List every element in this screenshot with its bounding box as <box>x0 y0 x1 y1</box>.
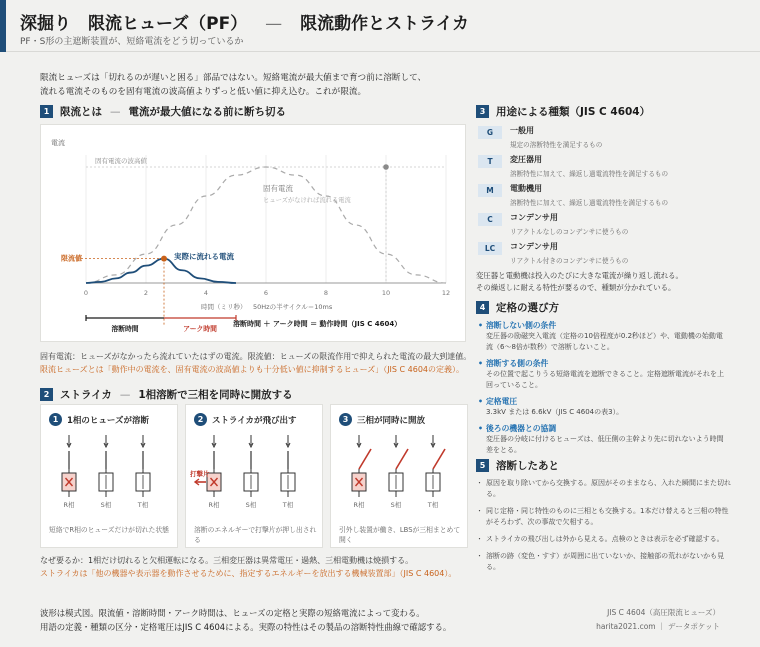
page-subtitle: PF・S形の主遮断装置が、短絡電流をどう切っているか <box>20 37 244 47</box>
type-name: 一般用 <box>510 126 534 135</box>
rule-heading <box>478 358 728 369</box>
phase-label: T相 <box>427 501 439 509</box>
notes1-line-2: 限流ヒューズとは「動作中の電流を、固有電流の波高値よりも十分低い値に抑制するヒューズ」（JIS C 4604の定義）。 <box>40 365 465 374</box>
phase-diagram <box>186 431 324 525</box>
section-4-number: 4 <box>476 301 489 314</box>
type-description: リアクトルなしのコンデンサに使うもの <box>510 228 629 236</box>
series-actual-current <box>86 259 236 283</box>
type-description: リアクトル付きのコンデンサに使うもの <box>510 257 629 265</box>
rule-heading <box>478 320 728 331</box>
type-badge: G <box>478 126 502 139</box>
x-tick-label: 6 <box>263 289 269 297</box>
bullet-dot-icon: • <box>478 424 483 433</box>
panel-title: ストライカが飛び出す <box>212 416 297 426</box>
section-3-heading <box>476 104 650 119</box>
phase-label: R相 <box>208 501 220 509</box>
after-item: ・ ストライカの飛び出しは外から見える。点検のときは表示を必ず確認する。 <box>478 534 732 545</box>
fuse-type-row <box>476 124 726 153</box>
section-5-heading <box>476 458 559 473</box>
phase-label: R相 <box>353 501 365 509</box>
rating-rule <box>478 396 728 418</box>
section-3-title: 用途による種類（JIS C 4604） <box>496 106 651 118</box>
type-badge: LC <box>478 242 502 255</box>
rule-description: その位置で起こりうる短絡電流を遮断できること。定格遮断電流がそれを上回っていること。 <box>486 370 724 389</box>
section-1-title: 限流とは <box>60 106 102 118</box>
intro-line-2: 流れる電流そのものを固有電流の波高値よりずっと低い値に抑え込む。これが限流。 <box>40 87 367 97</box>
rule-heading-text: 溶断する側の条件 <box>485 359 549 368</box>
melt-time-label: 溶断時間 <box>111 325 139 333</box>
panel-title: 1相のヒューズが溶断 <box>67 416 149 426</box>
phase-label: S相 <box>245 501 257 509</box>
notes1-line-1: 固有電流：ヒューズがなかったら流れていたはずの電流。限流値：ヒューズの限流作用で抑えられた電流の最大到達値。 <box>40 352 472 361</box>
phase-label: T相 <box>282 501 294 509</box>
series-note-prospective: ヒューズがなければ流れる電流 <box>263 197 351 204</box>
panel-title: 三相が同時に開放 <box>357 416 426 426</box>
notes2-line-1: なぜ要るか：1相だけ切れると欠相運転になる。三相変圧器は異常電圧・過熱、三相電動機は焼損する。 <box>40 556 414 565</box>
header-accent-bar <box>0 0 6 52</box>
section-3-number: 3 <box>476 105 489 118</box>
rule-description: 変圧器の励磁突入電流（定格の10倍程度が0.2秒ほど）や、電動機の始動電流（6〜8倍が数秒）で溶断しないこと。 <box>486 332 723 351</box>
after-item: ・ 溶断の跡（変色・すす）が周囲に出ていないか、接触部の荒れがないかも見る。 <box>478 551 732 573</box>
phase-label: R相 <box>63 501 75 509</box>
section-5-title: 溶断したあと <box>496 460 559 472</box>
limit-label: 限流値 <box>61 254 82 263</box>
striker-panel-1 <box>40 404 178 548</box>
after-blow-list <box>478 478 732 579</box>
credit-site: harita2021.com ｜ データポケット <box>596 622 720 631</box>
type-badge: T <box>478 155 502 168</box>
type-name: コンデンサ用 <box>510 213 558 222</box>
title-sub: 限流動作とストライカ <box>300 14 470 34</box>
phase-label: T相 <box>137 501 149 509</box>
phase-diagram <box>331 431 469 525</box>
x-axis-note: 50Hzの半サイクル＝10ms <box>253 303 333 311</box>
series-label-prospective: 固有電流 <box>263 184 293 193</box>
section-4-heading <box>476 300 559 315</box>
operating-time-label: 溶断時間 ＋ アーク時間 ＝ 動作時間（JIS C 4604） <box>233 320 402 328</box>
rating-rule <box>478 423 728 456</box>
section-5-number: 5 <box>476 459 489 472</box>
bullet-dot-icon: • <box>478 397 483 406</box>
panel-step-number: 3 <box>339 413 352 426</box>
section-2-title2: 1相溶断で三相を同時に開放する <box>138 389 293 401</box>
types-note <box>476 270 683 294</box>
section-1-title2: 電流が最大値になる前に断ち切る <box>128 106 286 118</box>
type-description: 溶断特性に加えて、繰返し過電流特性を満足するもの <box>510 170 669 178</box>
section-2-title: ストライカ <box>60 389 112 401</box>
striker-panel-2 <box>185 404 323 548</box>
panel-description: 溶断のエネルギーで打撃片が押し出される <box>194 526 317 544</box>
page-header <box>0 0 760 52</box>
bullet-dot-icon: • <box>478 321 483 330</box>
switch-blade-open <box>396 449 408 469</box>
panel-step-number: 2 <box>194 413 207 426</box>
type-name: 電動機用 <box>510 184 542 193</box>
panel-description: 短絡でR相のヒューズだけが切れた状態 <box>49 526 169 534</box>
current-limiting-chart <box>40 124 466 342</box>
fuse-type-row <box>476 240 726 269</box>
panel-step-number: 1 <box>49 413 62 426</box>
types-note-1: 変圧器と電動機は投入のたびに大きな電流が繰り返し流れる。 <box>476 271 683 280</box>
intro-text <box>40 71 460 99</box>
section-2-number: 2 <box>40 388 53 401</box>
rating-rule <box>478 358 728 391</box>
rating-rule <box>478 320 728 353</box>
x-tick-label: 4 <box>203 289 209 297</box>
footer-line-1: 波形は模式図。限流値・溶断時間・アーク時間は、ヒューズの定格と実際の短絡電流によって変わる。 <box>40 608 425 618</box>
y-axis-label: 電流 <box>51 139 65 147</box>
rule-heading <box>478 396 728 407</box>
series-label-actual: 実際に流れる電流 <box>174 252 234 261</box>
rule-description: 変圧器の分岐に付けるヒューズは、低圧側の主幹より先に切れないよう時間差をとる。 <box>486 435 724 454</box>
arc-time-label: アーク時間 <box>183 325 217 333</box>
phase-label: S相 <box>390 501 402 509</box>
type-name: コンデンサ用 <box>510 242 558 251</box>
x-tick-label: 10 <box>381 289 391 297</box>
type-badge: C <box>478 213 502 226</box>
striker-panel-3 <box>330 404 468 548</box>
footer-credit <box>596 606 720 634</box>
rule-description: 3.3kV または 6.6kV（JIS C 4604の表3）。 <box>486 408 624 416</box>
section-1-dash: — <box>110 106 121 118</box>
type-name: 変圧器用 <box>510 155 542 164</box>
section-2-dash: — <box>119 389 131 401</box>
x-tick-label: 0 <box>83 289 89 297</box>
peak-point <box>383 164 389 170</box>
credit-standard: JIS C 4604（高圧限流ヒューズ） <box>607 608 720 617</box>
section-4-title: 定格の選び方 <box>496 302 559 314</box>
peak-label: 固有電流の波高値 <box>95 157 147 165</box>
rule-heading-text: 溶断しない側の条件 <box>485 321 557 330</box>
section-2-heading <box>40 387 293 402</box>
after-item: ・ 原因を取り除いてから交換する。原因がそのままなら、入れた瞬間にまた切れる。 <box>478 478 732 500</box>
type-badge: M <box>478 184 502 197</box>
title-dash: — <box>265 14 283 34</box>
rating-rules <box>478 320 728 461</box>
page-title <box>20 9 469 34</box>
panel-description: 引外し装置が働き、LBSが三相まとめて開く <box>339 526 461 544</box>
fuse-type-row <box>476 182 726 211</box>
rule-heading-text: 定格電圧 <box>485 397 518 406</box>
phase-label: S相 <box>100 501 112 509</box>
switch-blade-open <box>359 449 371 469</box>
footer-notes <box>40 606 451 634</box>
phase-diagram <box>41 431 179 525</box>
notes2-line-2: ストライカは「他の機器や表示器を動作させるために、指定するエネルギーを放出する機械装置部」（JIS C 4604）。 <box>40 569 457 578</box>
x-tick-label: 2 <box>143 289 149 297</box>
section-1-heading <box>40 104 286 119</box>
type-description: 溶断特性に加えて、繰返し過電流特性を満足するもの <box>510 199 669 207</box>
fuse-type-list <box>476 124 726 269</box>
rule-heading-text: 後ろの機器との協調 <box>485 424 557 433</box>
after-item: ・ 同じ定格・同じ特性のものに三相とも交換する。1本だけ替えると三相の特性がそろわず、次の事故で欠相する。 <box>478 506 732 528</box>
section-1-number: 1 <box>40 105 53 118</box>
x-tick-label: 12 <box>441 289 451 297</box>
fuse-type-row <box>476 211 726 240</box>
type-description: 規定の溶断特性を満足するもの <box>510 141 603 149</box>
footer-line-2: 用語の定義・種類の区分・定格電圧はJIS C 4604による。実際の特性はその製品の溶断特性曲線で確認する。 <box>40 622 452 632</box>
x-tick-label: 8 <box>323 289 329 297</box>
fuse-type-row <box>476 153 726 182</box>
switch-blade-open <box>433 449 445 469</box>
bullet-dot-icon: • <box>478 359 483 368</box>
x-axis-label: 時間（ミリ秒） <box>201 303 247 311</box>
striker-label: 打撃片 <box>190 470 210 478</box>
rule-heading <box>478 423 728 434</box>
title-main: 深掘り 限流ヒューズ（PF） <box>20 14 248 34</box>
intro-line-1: 限流ヒューズは「切れるのが遅いと困る」部品ではない。短絡電流が最大値まで育つ前に溶断して、 <box>40 73 427 83</box>
types-note-2: その繰返しに耐える特性が要るので、種類が分かれている。 <box>476 283 676 292</box>
chart-svg <box>41 125 467 343</box>
